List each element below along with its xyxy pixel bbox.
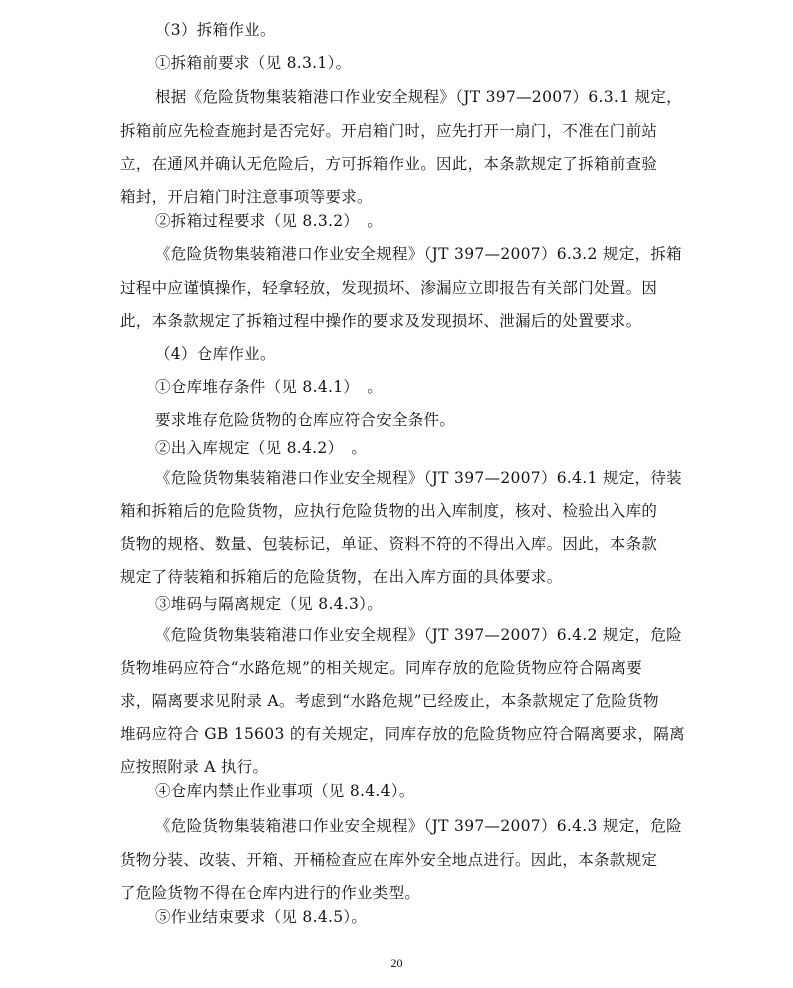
paragraph-line: 拆箱前应先检查施封是否完好。开启箱门时，应先打开一扇门，不准在门前站 — [120, 122, 658, 140]
item-unpacking-process: ②拆箱过程要求（见 8.3.2） 。 — [155, 212, 384, 230]
paragraph-line: 规定了待装箱和拆箱后的危险货物，在出入库方面的具体要求。 — [120, 568, 563, 586]
paragraph-line: 箱封，开启箱门时注意事项等要求。 — [120, 188, 373, 206]
item-storage-conditions: ①仓库堆存条件（见 8.4.1） 。 — [155, 378, 384, 396]
paragraph-line: 求，隔离要求见附录 A。考虑到“水路危规”已经废止，本条款规定了危险货物 — [120, 692, 659, 710]
item-end-of-operation: ⑤作业结束要求（见 8.4.5）。 — [155, 908, 368, 926]
paragraph-line: 货物分装、改装、开箱、开桶检查应在库外安全地点进行。因此，本条款规定 — [120, 851, 658, 869]
paragraph-line: 了危险货物不得在仓库内进行的作业类型。 — [120, 884, 421, 902]
paragraph-line: 《危险货物集装箱港口作业安全规程》（JT 397—2007）6.4.3 规定，危险 — [155, 817, 682, 835]
heading-warehouse: （4）仓库作业。 — [155, 345, 276, 363]
item-prohibited-operations: ④仓库内禁止作业事项（见 8.4.4）。 — [155, 782, 415, 800]
paragraph-line: 要求堆存危险货物的仓库应符合安全条件。 — [155, 411, 456, 429]
paragraph-line: 《危险货物集装箱港口作业安全规程》（JT 397—2007）6.4.1 规定，待装 — [155, 469, 682, 487]
item-stacking-isolation: ③堆码与隔离规定（见 8.4.3）。 — [155, 595, 384, 613]
heading-unpacking: （3）拆箱作业。 — [155, 21, 276, 39]
paragraph-line: 应按照附录 A 执行。 — [120, 758, 269, 776]
page-number: 20 — [390, 956, 403, 970]
item-before-unpacking: ①拆箱前要求（见 8.3.1）。 — [155, 54, 352, 72]
paragraph-line: 《危险货物集装箱港口作业安全规程》（JT 397—2007）6.3.2 规定，拆箱 — [155, 245, 682, 263]
paragraph-line: 此，本条款规定了拆箱过程中操作的要求及发现损坏、泄漏后的处置要求。 — [120, 312, 642, 330]
paragraph-line: 箱和拆箱后的危险货物，应执行危险货物的出入库制度，核对、检验出入库的 — [120, 502, 658, 520]
paragraph-line: 过程中应谨慎操作，轻拿轻放，发现损坏、渗漏应立即报告有关部门处置。因 — [120, 279, 658, 297]
paragraph-line: 《危险货物集装箱港口作业安全规程》（JT 397—2007）6.4.2 规定，危险 — [155, 626, 682, 644]
item-in-out-rules: ②出入库规定（见 8.4.2） 。 — [155, 439, 368, 457]
paragraph-line: 根据《危险货物集装箱港口作业安全规程》（JT 397—2007）6.3.1 规定， — [155, 88, 682, 106]
paragraph-line: 货物堆码应符合“水路危规”的相关规定。同库存放的危险货物应符合隔离要 — [120, 659, 643, 677]
paragraph-line: 堆码应符合 GB 15603 的有关规定，同库存放的危险货物应符合隔离要求，隔离 — [120, 725, 685, 743]
paragraph-line: 立，在通风并确认无危险后，方可拆箱作业。因此，本条款规定了拆箱前查验 — [120, 155, 658, 173]
paragraph-line: 货物的规格、数量、包装标记，单证、资料不符的不得出入库。因此，本条款 — [120, 535, 658, 553]
